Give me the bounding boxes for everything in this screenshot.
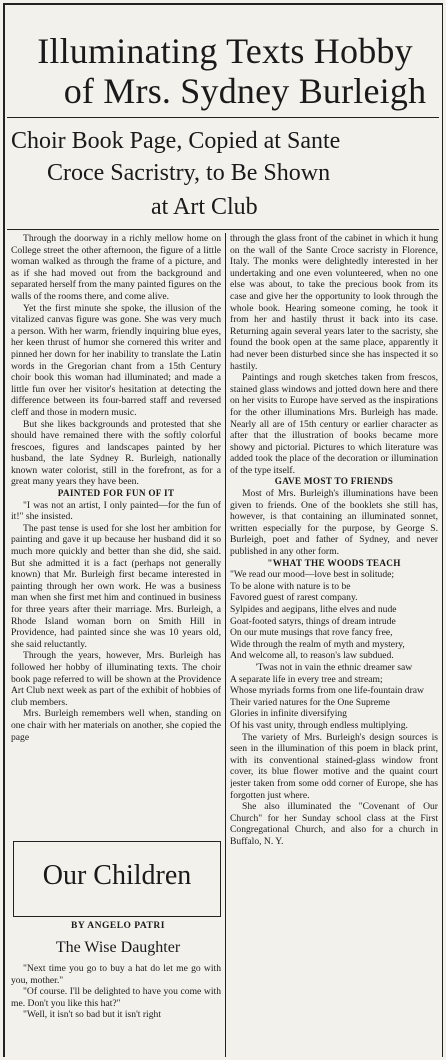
- column-title: Our Children: [42, 860, 192, 891]
- byline: BY ANGELO PATRI: [71, 921, 165, 931]
- poem-line: Their varied natures for the One Supreme: [230, 696, 390, 708]
- article-right-column: [230, 233, 438, 1057]
- paragraph: "Well, it isn't so bad but it isn't right: [23, 1009, 161, 1021]
- headline-line-1: Illuminating Texts Hobby: [37, 31, 413, 71]
- poem-line: Of his vast unity, through endless multiplying.: [230, 719, 408, 731]
- our-children-box: [13, 841, 221, 917]
- poem-line: 'Twas not in vain the ethnic dreamer saw: [255, 661, 413, 673]
- paragraph: But she likes backgrounds and protested that she should have remained there with the softly colorful frescoes, figures and landscapes painted by her husband, the late Sydney R. Burleigh, nationally known water colorist, still in the forefront, as for a great many years they have been.: [11, 418, 221, 488]
- paragraph: She also illuminated the "Covenant of Our Church" for her Sunday school class at the First Congregational Church, and also for a church in Buffalo, N. Y.: [230, 801, 438, 847]
- deck-rule: [7, 229, 439, 230]
- outer-border-left: [3, 3, 5, 1057]
- newspaper-clipping: [3, 3, 443, 1057]
- paragraph: The variety of Mrs. Burleigh's design sources is seen in the illumination of this poem in black print, with its conventional stained-glass window front cover, its blue flower motive and the quaint court jester taken from some odd corner of Europe, she has forgotten just where.: [230, 731, 438, 801]
- paragraph: "I was not an artist, I only painted—for the fun of it!" she insisted.: [11, 499, 221, 523]
- outer-border-top: [3, 3, 443, 5]
- poem-line: Sylpides and aegipans, lithe elves and nude: [230, 604, 397, 615]
- paragraph: Through the years, however, Mrs. Burleigh has followed her hobby of illuminating texts. The choir book page referred to will be shown at the Providence Art Club next week as part of the exhibit of hobbies of club members.: [11, 650, 221, 708]
- deck-line-3: at Art Club: [151, 194, 258, 220]
- poem-line: "We read our mood—love best in solitude;: [230, 569, 395, 581]
- paragraph: Mrs. Burleigh remembers well when, standing on one chair with her materials on another, she copied the page: [11, 708, 221, 743]
- paragraph: "Of course. I'll be delighted to have you come with me. Don't you like this hat?": [11, 986, 221, 1009]
- deck-line-2: Croce Sacristry, to Be Shown: [47, 160, 331, 186]
- poem-line: Favored guest of rarest company.: [230, 592, 358, 604]
- paragraph: The past tense is used for she lost her ambition for painting and gave it up because her husband did it so much more quickly and better than she did, she said. But she admitted it is a fact (perhaps not generally known) that Mr. Burleigh first became interested in painting through her own work. He was a business man when she first met him and continued in business for three years after their marriage. Mrs. Burleigh, a Rhode Island woman born on Smith Hill in Providence, had painted since she was 10 years old, she said reluctantly.: [11, 522, 221, 650]
- paragraph: "Next time you go to buy a hat do let me go with you, mother.": [11, 963, 221, 986]
- column-subtitle: The Wise Daughter: [55, 939, 181, 956]
- subhead-woods-teach: "WHAT THE WOODS TEACH: [267, 557, 401, 568]
- headline-rule: [7, 117, 439, 118]
- outer-border-right: [442, 3, 444, 1057]
- poem-line: Wide through the realm of myth and mystery,: [230, 638, 405, 650]
- poem-line: A separate life in every tree and stream;: [230, 673, 383, 685]
- deck-line-1: Choir Book Page, Copied at Sante: [11, 128, 341, 154]
- paragraph: Paintings and rough sketches taken from frescos, stained glass windows and jotted down here and there on her visits to Europe have served as the inspirations for the other illuminations Mrs. Burleigh has made. Nearly all are of 15th century or earlier character as after that the illustration of books became more showy and pictorial. Pictures to which literature was added took the place of the decoration or illumination of the type itself.: [230, 372, 438, 476]
- article-left-column: [11, 233, 221, 833]
- sonnet: [230, 569, 438, 731]
- poem-line: Whose myriads forms from one life-fountain draw: [230, 685, 424, 697]
- poem-line: Goat-footed satyrs, things of dream intrude: [230, 615, 396, 627]
- paragraph: Yet the first minute she spoke, the illusion of the vitalized canvas figure was gone. She was very much a person. With her warm, friendly inquiring blue eyes, her keen thrust of humor she cornered this writer and pinned her down for her inability to translate the Latin words in the Gregorian chant from a 15th Century choir book this woman had illuminated; and made a little fun over her visitor's hesitation at detecting the difference between its four-barred staff and reversed cleff and those in modern music.: [11, 302, 221, 418]
- poem-line: Glories in infinite diversifying: [230, 708, 347, 720]
- subhead-painted-for-fun: PAINTED FOR FUN OF IT: [57, 488, 175, 499]
- column-divider: [225, 233, 226, 1057]
- paragraph: Through the doorway in a richly mellow home on College street the other afternoon, the figure of a little woman walked as through the frame of a picture, and as if she had moved out from the background and separated herself from the many painted figures on the walls of the rooms there, and come alive.: [11, 233, 221, 302]
- headline-line-2: of Mrs. Sydney Burleigh: [63, 71, 427, 111]
- patri-column-text: [11, 963, 221, 1057]
- poem-line: On our mute musings that rove fancy free,: [230, 627, 393, 639]
- paragraph: Most of Mrs. Burleigh's illuminations have been given to friends. One of the booklets she still has, however, is that containing an illuminated sonnet, written especially for the purpose, by George S. Burleigh, poet and father of Sydney, and never published in any other form.: [230, 488, 438, 558]
- subhead-gave-most: GAVE MOST TO FRIENDS: [274, 476, 394, 487]
- paragraph: through the glass front of the cabinet in which it hung on the wall of the Sante Croce sacristy in Florence, Italy. The monks were delightedly interested in her undertaking and one even volunteered, when no one else was about, to take the precious book from its case and give her the opportunity to look through the whole book. Hearing someone coming, he took it from her and hastily thrust it back into its case. Returning again several years later to the sacristy, she found the book open at the same place, apparently it had never been disturbed since she has inspected it so hastily.: [230, 233, 438, 372]
- poem-line: To be alone with nature is to be: [230, 580, 351, 592]
- poem-line: And welcome all, to reason's law subdued.: [230, 650, 394, 662]
